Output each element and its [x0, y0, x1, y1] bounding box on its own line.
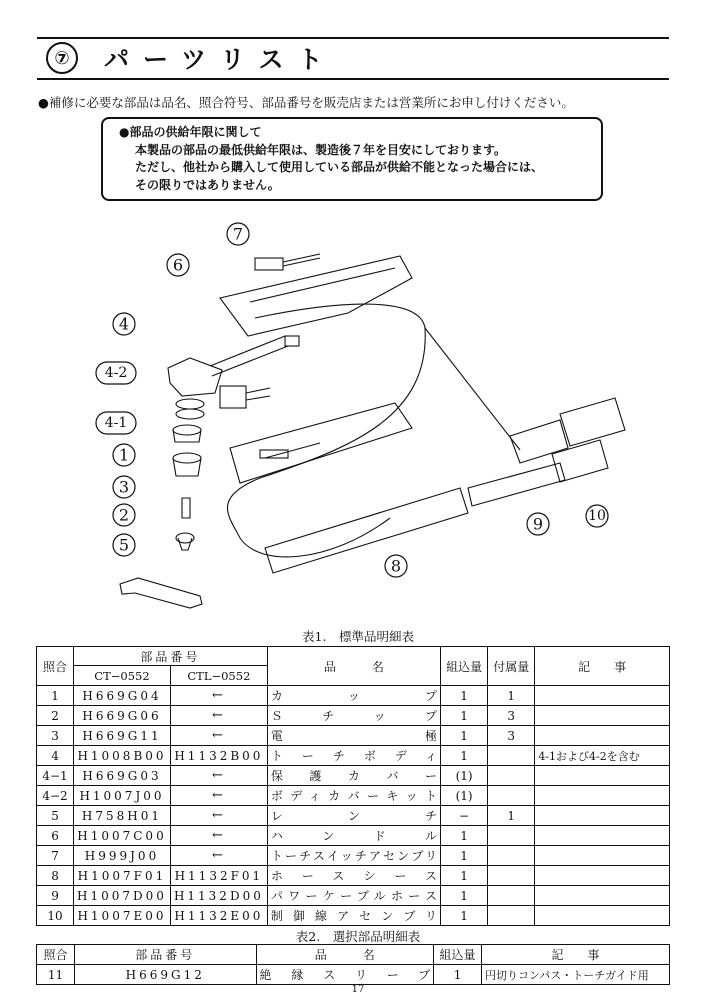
hose-loop — [228, 304, 426, 557]
cell-qty: (1) — [441, 766, 488, 786]
table-row — [37, 965, 670, 985]
cell-qty: − — [441, 806, 488, 826]
table-row — [37, 886, 670, 906]
cell-ctl-part-no: ← — [170, 846, 267, 866]
cell-ref: 7 — [37, 846, 74, 866]
section-number: ⑦ — [46, 42, 78, 74]
cell-ref: 4−2 — [37, 786, 74, 806]
cell-ref: 8 — [37, 866, 74, 886]
table-row — [37, 766, 670, 786]
cell-remarks — [535, 846, 670, 866]
cell-qty: 1 — [434, 965, 482, 985]
cell-ct-part-no: H1007E00 — [74, 906, 171, 926]
cell-ctl-part-no: H1132D00 — [170, 886, 267, 906]
cell-remarks — [535, 826, 670, 846]
cell-ct-part-no: H999J00 — [74, 846, 171, 866]
col-name: 品 名 — [267, 647, 440, 686]
col-ct: CT−0552 — [74, 666, 171, 686]
cell-ref: 5 — [37, 806, 74, 826]
cell-ref: 3 — [37, 726, 74, 746]
cell-ctl-part-no: H1132E00 — [170, 906, 267, 926]
wrench-shape — [120, 578, 202, 608]
callout-2 — [113, 504, 135, 526]
standard-parts-table — [36, 646, 670, 926]
cell-acc — [488, 786, 535, 806]
cell-name: ボディカバーキット — [267, 786, 440, 806]
cell-name: 保護カバー — [267, 766, 440, 786]
table-row — [37, 866, 670, 886]
cell-remarks — [535, 786, 670, 806]
callout-4-2 — [96, 362, 136, 384]
svg-text:10: 10 — [588, 508, 606, 524]
cell-qty: 1 — [441, 866, 488, 886]
svg-text:6: 6 — [172, 255, 184, 275]
callout-8 — [385, 555, 407, 577]
cell-name: ハ ン ド ル — [267, 826, 440, 846]
table-row — [37, 706, 670, 726]
cell-ctl-part-no: ← — [170, 706, 267, 726]
parts-diagram — [90, 218, 650, 613]
title-rule — [37, 78, 669, 80]
table2-caption: 表2. 選択部品明細表 — [295, 929, 421, 944]
section-title — [46, 40, 337, 76]
table-row — [37, 746, 670, 766]
supply-period-box — [101, 117, 603, 201]
cell-remarks — [535, 766, 670, 786]
cell-ctl-part-no: H1132B00 — [170, 746, 267, 766]
cell-ctl-part-no: ← — [170, 726, 267, 746]
cell-acc: 3 — [488, 726, 535, 746]
cell-ref: 10 — [37, 906, 74, 926]
cell-acc — [488, 746, 535, 766]
cell-ct-part-no: H1008B00 — [74, 746, 171, 766]
cell-ctl-part-no: ← — [170, 826, 267, 846]
cell-ctl-part-no: ← — [170, 786, 267, 806]
cell-qty: 1 — [441, 746, 488, 766]
supply-line: その限りではありません。 — [135, 177, 280, 192]
svg-text:5: 5 — [118, 535, 130, 555]
switch-shape — [255, 258, 283, 270]
svg-text:1: 1 — [118, 445, 130, 465]
col-ctl: CTL−0552 — [170, 666, 267, 686]
torch-body-shape — [168, 358, 222, 396]
svg-text:4-1: 4-1 — [104, 415, 128, 431]
table-row — [37, 846, 670, 866]
section-title-text: パーツリスト — [104, 45, 337, 74]
cell-qty: 1 — [441, 846, 488, 866]
cell-ref: 9 — [37, 886, 74, 906]
cell-acc — [488, 886, 535, 906]
cell-acc — [488, 766, 535, 786]
supply-line: 本製品の部品の最低供給年限は、製造後７年を目安にしております。 — [135, 142, 507, 157]
table-row — [37, 906, 670, 926]
cell-name: トーチスイッチアセンブリ — [267, 846, 440, 866]
col-qty: 組込量 — [441, 647, 488, 686]
cell-ctl-part-no: H1132F01 — [170, 866, 267, 886]
col-part-no: 部品番号 — [74, 647, 268, 666]
cell-acc — [488, 866, 535, 886]
optional-parts-table — [36, 944, 670, 985]
col-name: 品 名 — [256, 945, 434, 965]
repair-note: ●補修に必要な部品は品名、照合符号、部品番号を販売店または営業所にお申し付けください。 — [38, 95, 574, 110]
col-ref: 照合 — [37, 647, 74, 686]
cell-name: 制御線アセンブリ — [267, 906, 440, 926]
cell-name: 電 極 — [267, 726, 440, 746]
cell-acc — [488, 826, 535, 846]
callout-1 — [113, 444, 135, 466]
cell-ctl-part-no: ← — [170, 766, 267, 786]
cell-name: レ ン チ — [267, 806, 440, 826]
cell-ct-part-no: H1007J00 — [74, 786, 171, 806]
cell-ref: 4 — [37, 746, 74, 766]
cell-ref: 11 — [37, 965, 75, 985]
table-row — [37, 726, 670, 746]
cell-ct-part-no: H1007D00 — [74, 886, 171, 906]
cell-ref: 4−1 — [37, 766, 74, 786]
cell-remarks: 4-1および4-2を含む — [535, 746, 670, 766]
cell-qty: 1 — [441, 906, 488, 926]
cell-ct-part-no: H758H01 — [74, 806, 171, 826]
col-acc: 付属量 — [488, 647, 535, 686]
svg-text:4-2: 4-2 — [104, 365, 128, 381]
supply-line: ただし、他社から購入して使用している部品が供給不能となった場合には、 — [135, 160, 544, 174]
cell-ct-part-no: H1007F01 — [74, 866, 171, 886]
cell-qty: 1 — [441, 686, 488, 706]
top-rule — [37, 37, 669, 39]
cell-remarks — [535, 726, 670, 746]
svg-text:9: 9 — [532, 514, 544, 534]
col-part-no: 部品番号 — [74, 945, 256, 965]
svg-text:8: 8 — [390, 556, 402, 576]
cell-acc: 3 — [488, 706, 535, 726]
callout-7 — [227, 223, 249, 245]
callout-6 — [167, 254, 189, 276]
cell-remarks: 円切りコンパス・トーチガイド用 — [482, 965, 670, 985]
svg-text:3: 3 — [118, 477, 130, 497]
cell-ct-part-no: H669G06 — [74, 706, 171, 726]
table-row — [37, 786, 670, 806]
callout-3 — [113, 476, 135, 498]
callout-10 — [586, 505, 608, 527]
cell-ref: 1 — [37, 686, 74, 706]
cell-remarks — [535, 886, 670, 906]
cell-ct-part-no: H669G11 — [74, 726, 171, 746]
cell-qty: 1 — [441, 886, 488, 906]
cell-name: 絶縁スリーブ — [256, 965, 434, 985]
svg-text:4: 4 — [118, 314, 130, 334]
cell-remarks — [535, 686, 670, 706]
cell-remarks — [535, 906, 670, 926]
cell-qty: (1) — [441, 786, 488, 806]
col-remarks: 記 事 — [482, 945, 670, 965]
cell-acc: 1 — [488, 806, 535, 826]
cell-ctl-part-no: ← — [170, 686, 267, 706]
cell-qty: 1 — [441, 726, 488, 746]
callout-4 — [113, 313, 135, 335]
cell-remarks — [535, 866, 670, 886]
hose-sheath-shape — [265, 488, 468, 573]
cell-ct-part-no: H669G03 — [74, 766, 171, 786]
cell-name: ホースシース — [267, 866, 440, 886]
cell-qty: 1 — [441, 706, 488, 726]
cell-part-no: H669G12 — [74, 965, 256, 985]
cell-name: トーチボディ — [267, 746, 440, 766]
svg-text:7: 7 — [232, 224, 244, 244]
cell-ctl-part-no: ← — [170, 806, 267, 826]
supply-heading: ●部品の供給年限に関して — [119, 125, 262, 139]
callout-9 — [527, 513, 549, 535]
table-row — [37, 806, 670, 826]
callout-4-1 — [96, 412, 136, 434]
cell-name: カ ッ プ — [267, 686, 440, 706]
callout-5 — [113, 534, 135, 556]
page-number: 17 — [351, 984, 365, 995]
cell-remarks — [535, 806, 670, 826]
cell-ref: 2 — [37, 706, 74, 726]
cell-ct-part-no: H1007C00 — [74, 826, 171, 846]
cell-acc: 1 — [488, 686, 535, 706]
col-ref: 照合 — [37, 945, 75, 965]
table-row — [37, 686, 670, 706]
handle-shape — [220, 256, 412, 336]
cell-remarks — [535, 706, 670, 726]
col-qty: 組込量 — [434, 945, 482, 965]
table1-caption: 表1. 標準品明細表 — [302, 629, 414, 644]
connector-shape — [560, 398, 625, 446]
handle-half-shape — [230, 403, 412, 483]
cell-name: Ｓ チ ッ プ — [267, 706, 440, 726]
cell-acc — [488, 906, 535, 926]
col-remarks: 記 事 — [535, 647, 670, 686]
cell-acc — [488, 846, 535, 866]
cell-name: パワーケーブルホース — [267, 886, 440, 906]
cell-ref: 6 — [37, 826, 74, 846]
cell-ct-part-no: H669G04 — [74, 686, 171, 706]
cell-qty: 1 — [441, 826, 488, 846]
cable-shape — [468, 463, 565, 506]
svg-text:2: 2 — [118, 505, 130, 525]
table-row — [37, 826, 670, 846]
